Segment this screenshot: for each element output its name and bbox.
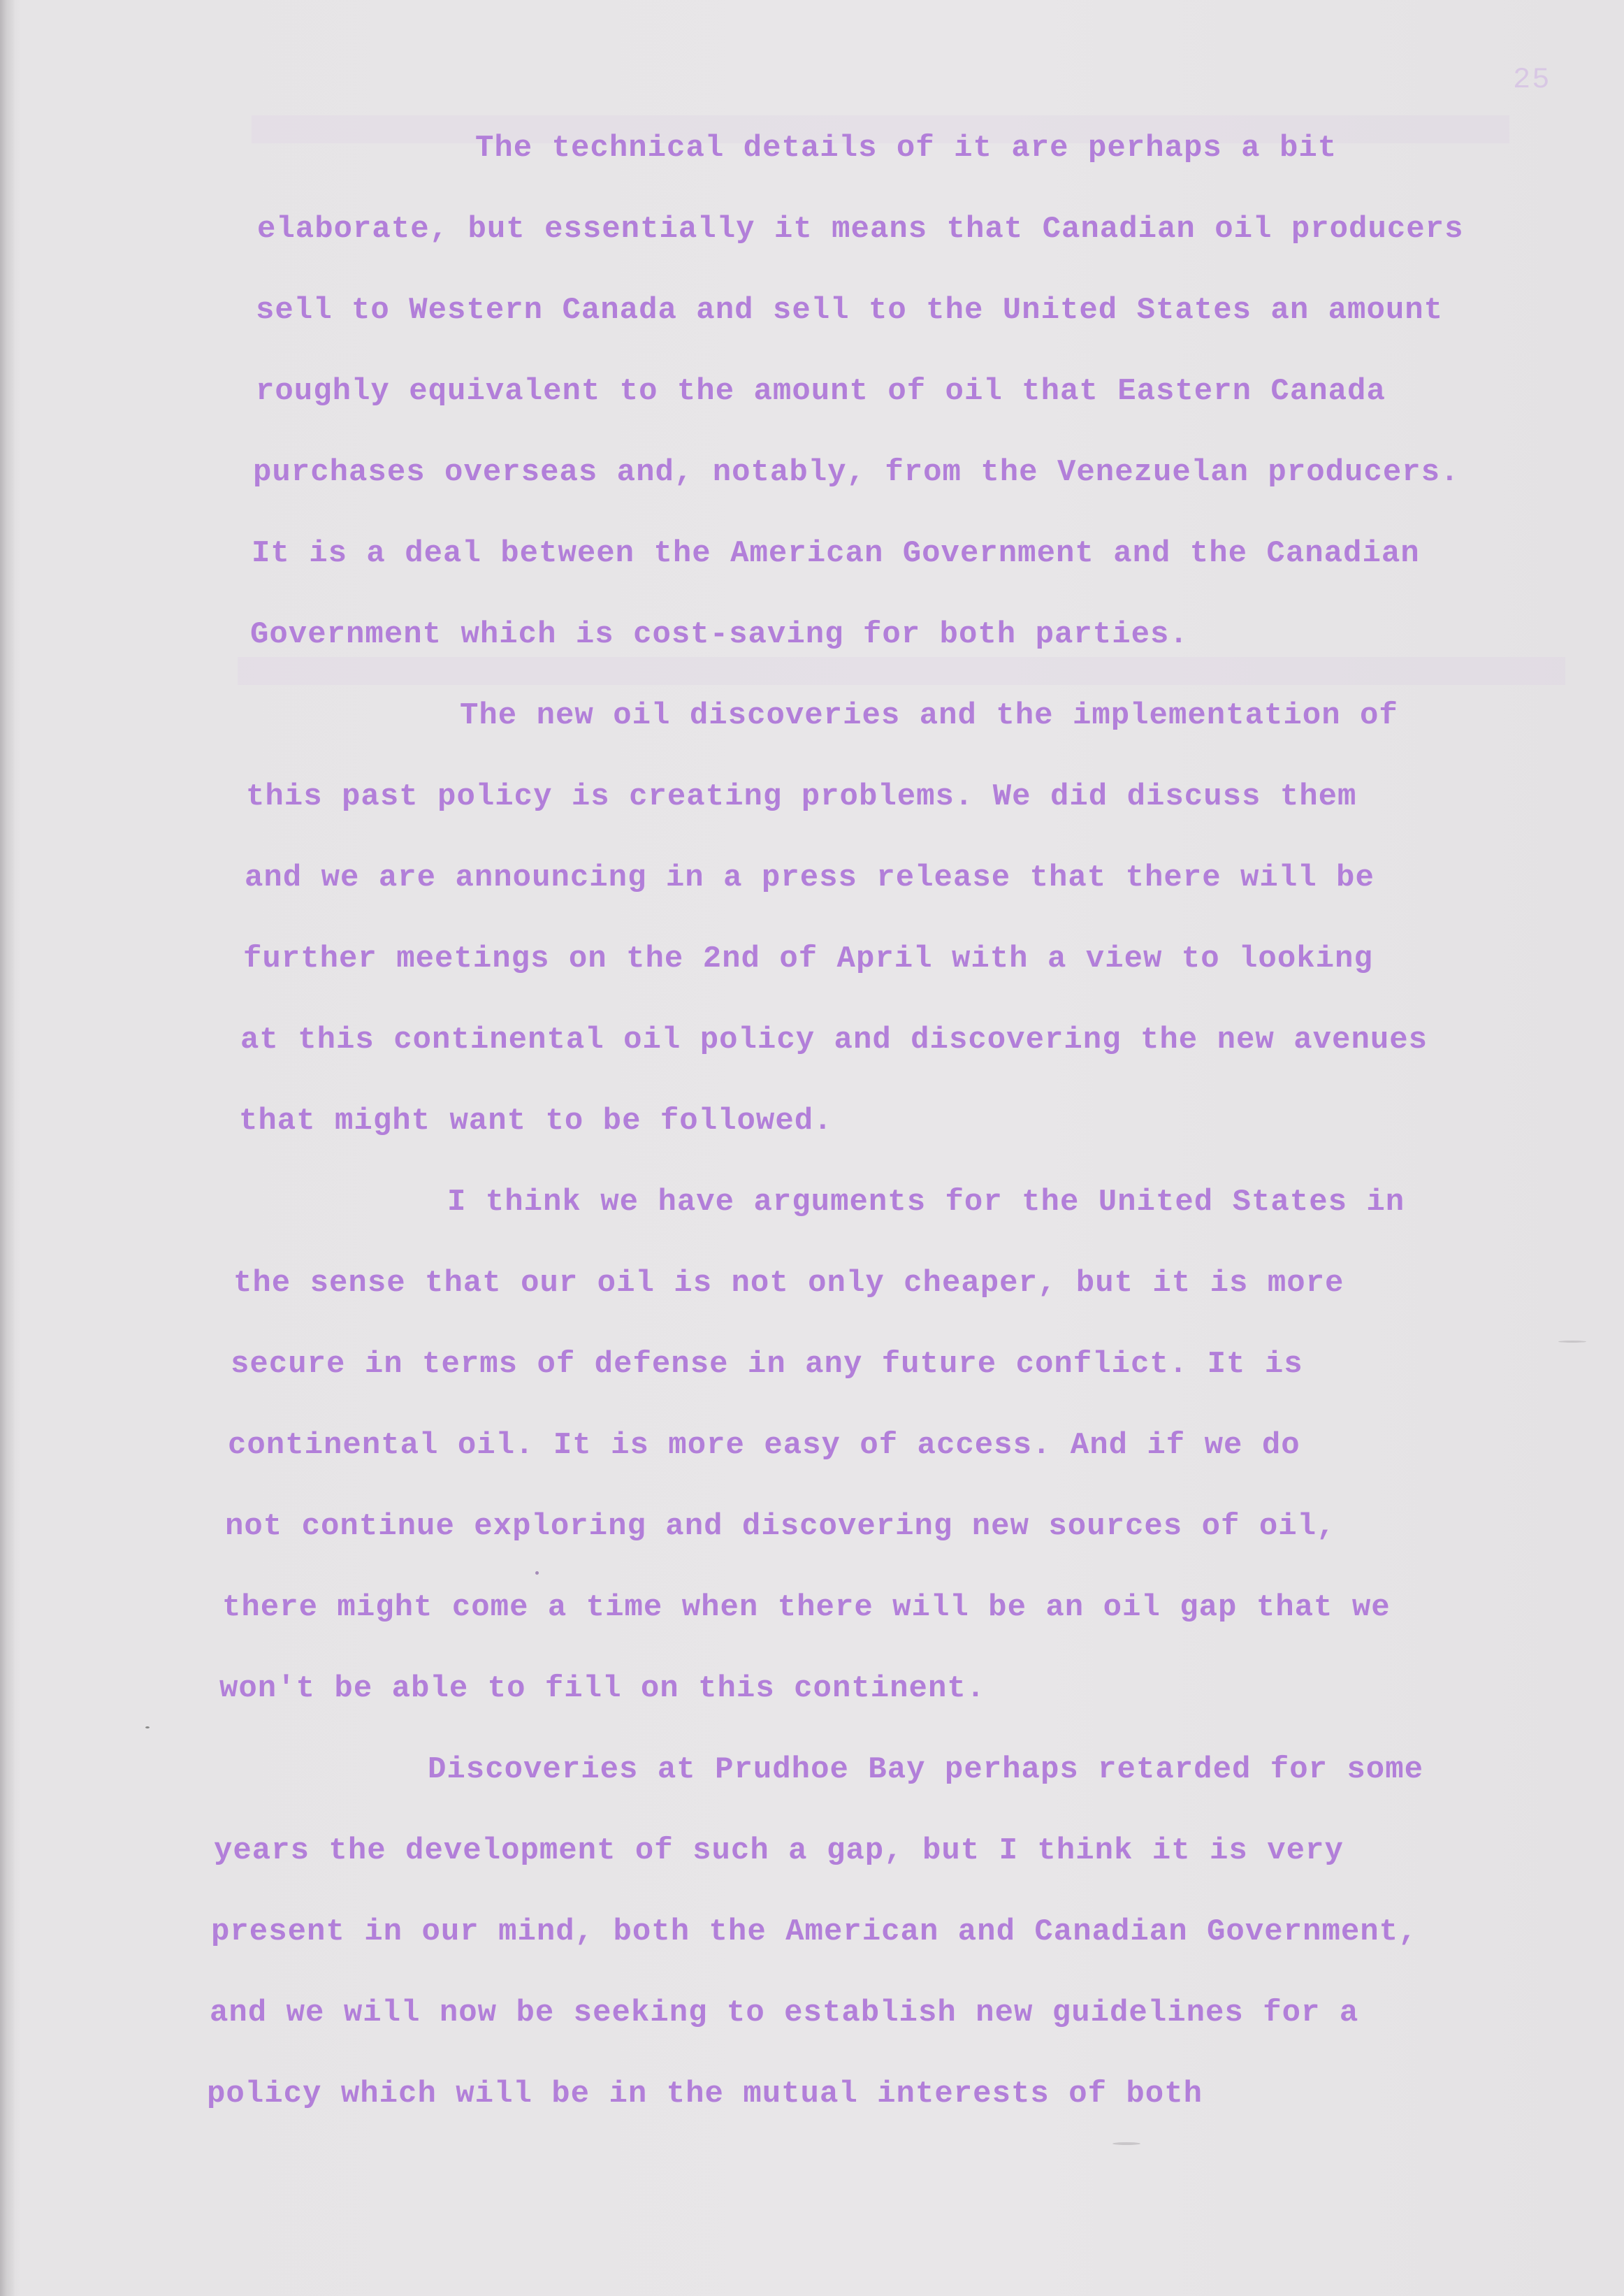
text-line: and we will now be seeking to establish new guidelines for a	[210, 1995, 1359, 2030]
text-line: won't be able to fill on this continent.	[219, 1671, 986, 1706]
text-line: It is a deal between the American Government and the Canadian	[252, 536, 1420, 571]
text-line: Discoveries at Prudhoe Bay perhaps retarded for some	[428, 1752, 1424, 1787]
paper-speck	[535, 1571, 539, 1575]
paper-speck	[145, 1726, 150, 1728]
text-line: that might want to be followed.	[239, 1104, 833, 1139]
paper-speck	[1558, 1341, 1586, 1343]
text-line: continental oil. It is more easy of access. And if we do	[228, 1428, 1300, 1463]
text-line: not continue exploring and discovering new sources of oil,	[225, 1509, 1336, 1544]
text-line: there might come a time when there will be an oil gap that we	[222, 1590, 1391, 1625]
text-line: secure in terms of defense in any future conflict. It is	[231, 1347, 1303, 1382]
text-line: present in our mind, both the American and Canadian Government,	[211, 1914, 1418, 1949]
text-line: elaborate, but essentially it means that Canadian oil producers	[257, 212, 1464, 247]
paper-speck	[1112, 2142, 1140, 2145]
text-line: I think we have arguments for the United States in	[447, 1185, 1405, 1220]
text-line: further meetings on the 2nd of April with a view to looking	[243, 941, 1373, 976]
text-line: The technical details of it are perhaps a bit	[475, 131, 1337, 166]
text-line: sell to Western Canada and sell to the United States an amount	[256, 293, 1444, 328]
text-line: at this continental oil policy and discovering the new avenues	[240, 1023, 1428, 1057]
show-through-mark	[238, 657, 1565, 685]
page-edge-shadow	[0, 0, 15, 2296]
page-number: 25	[1513, 63, 1551, 96]
text-line: years the development of such a gap, but I think it is very	[214, 1833, 1344, 1868]
text-line: roughly equivalent to the amount of oil that Eastern Canada	[256, 374, 1386, 409]
text-line: policy which will be in the mutual interests of both	[207, 2077, 1203, 2111]
text-line: Government which is cost-saving for both parties.	[250, 617, 1189, 652]
text-line: this past policy is creating problems. We did discuss them	[246, 779, 1357, 814]
text-line: The new oil discoveries and the implementation of	[460, 698, 1398, 733]
text-line: the sense that our oil is not only cheaper, but it is more	[233, 1266, 1344, 1301]
text-line: purchases overseas and, notably, from the Venezuelan producers.	[253, 455, 1460, 490]
text-line: and we are announcing in a press release that there will be	[245, 860, 1375, 895]
